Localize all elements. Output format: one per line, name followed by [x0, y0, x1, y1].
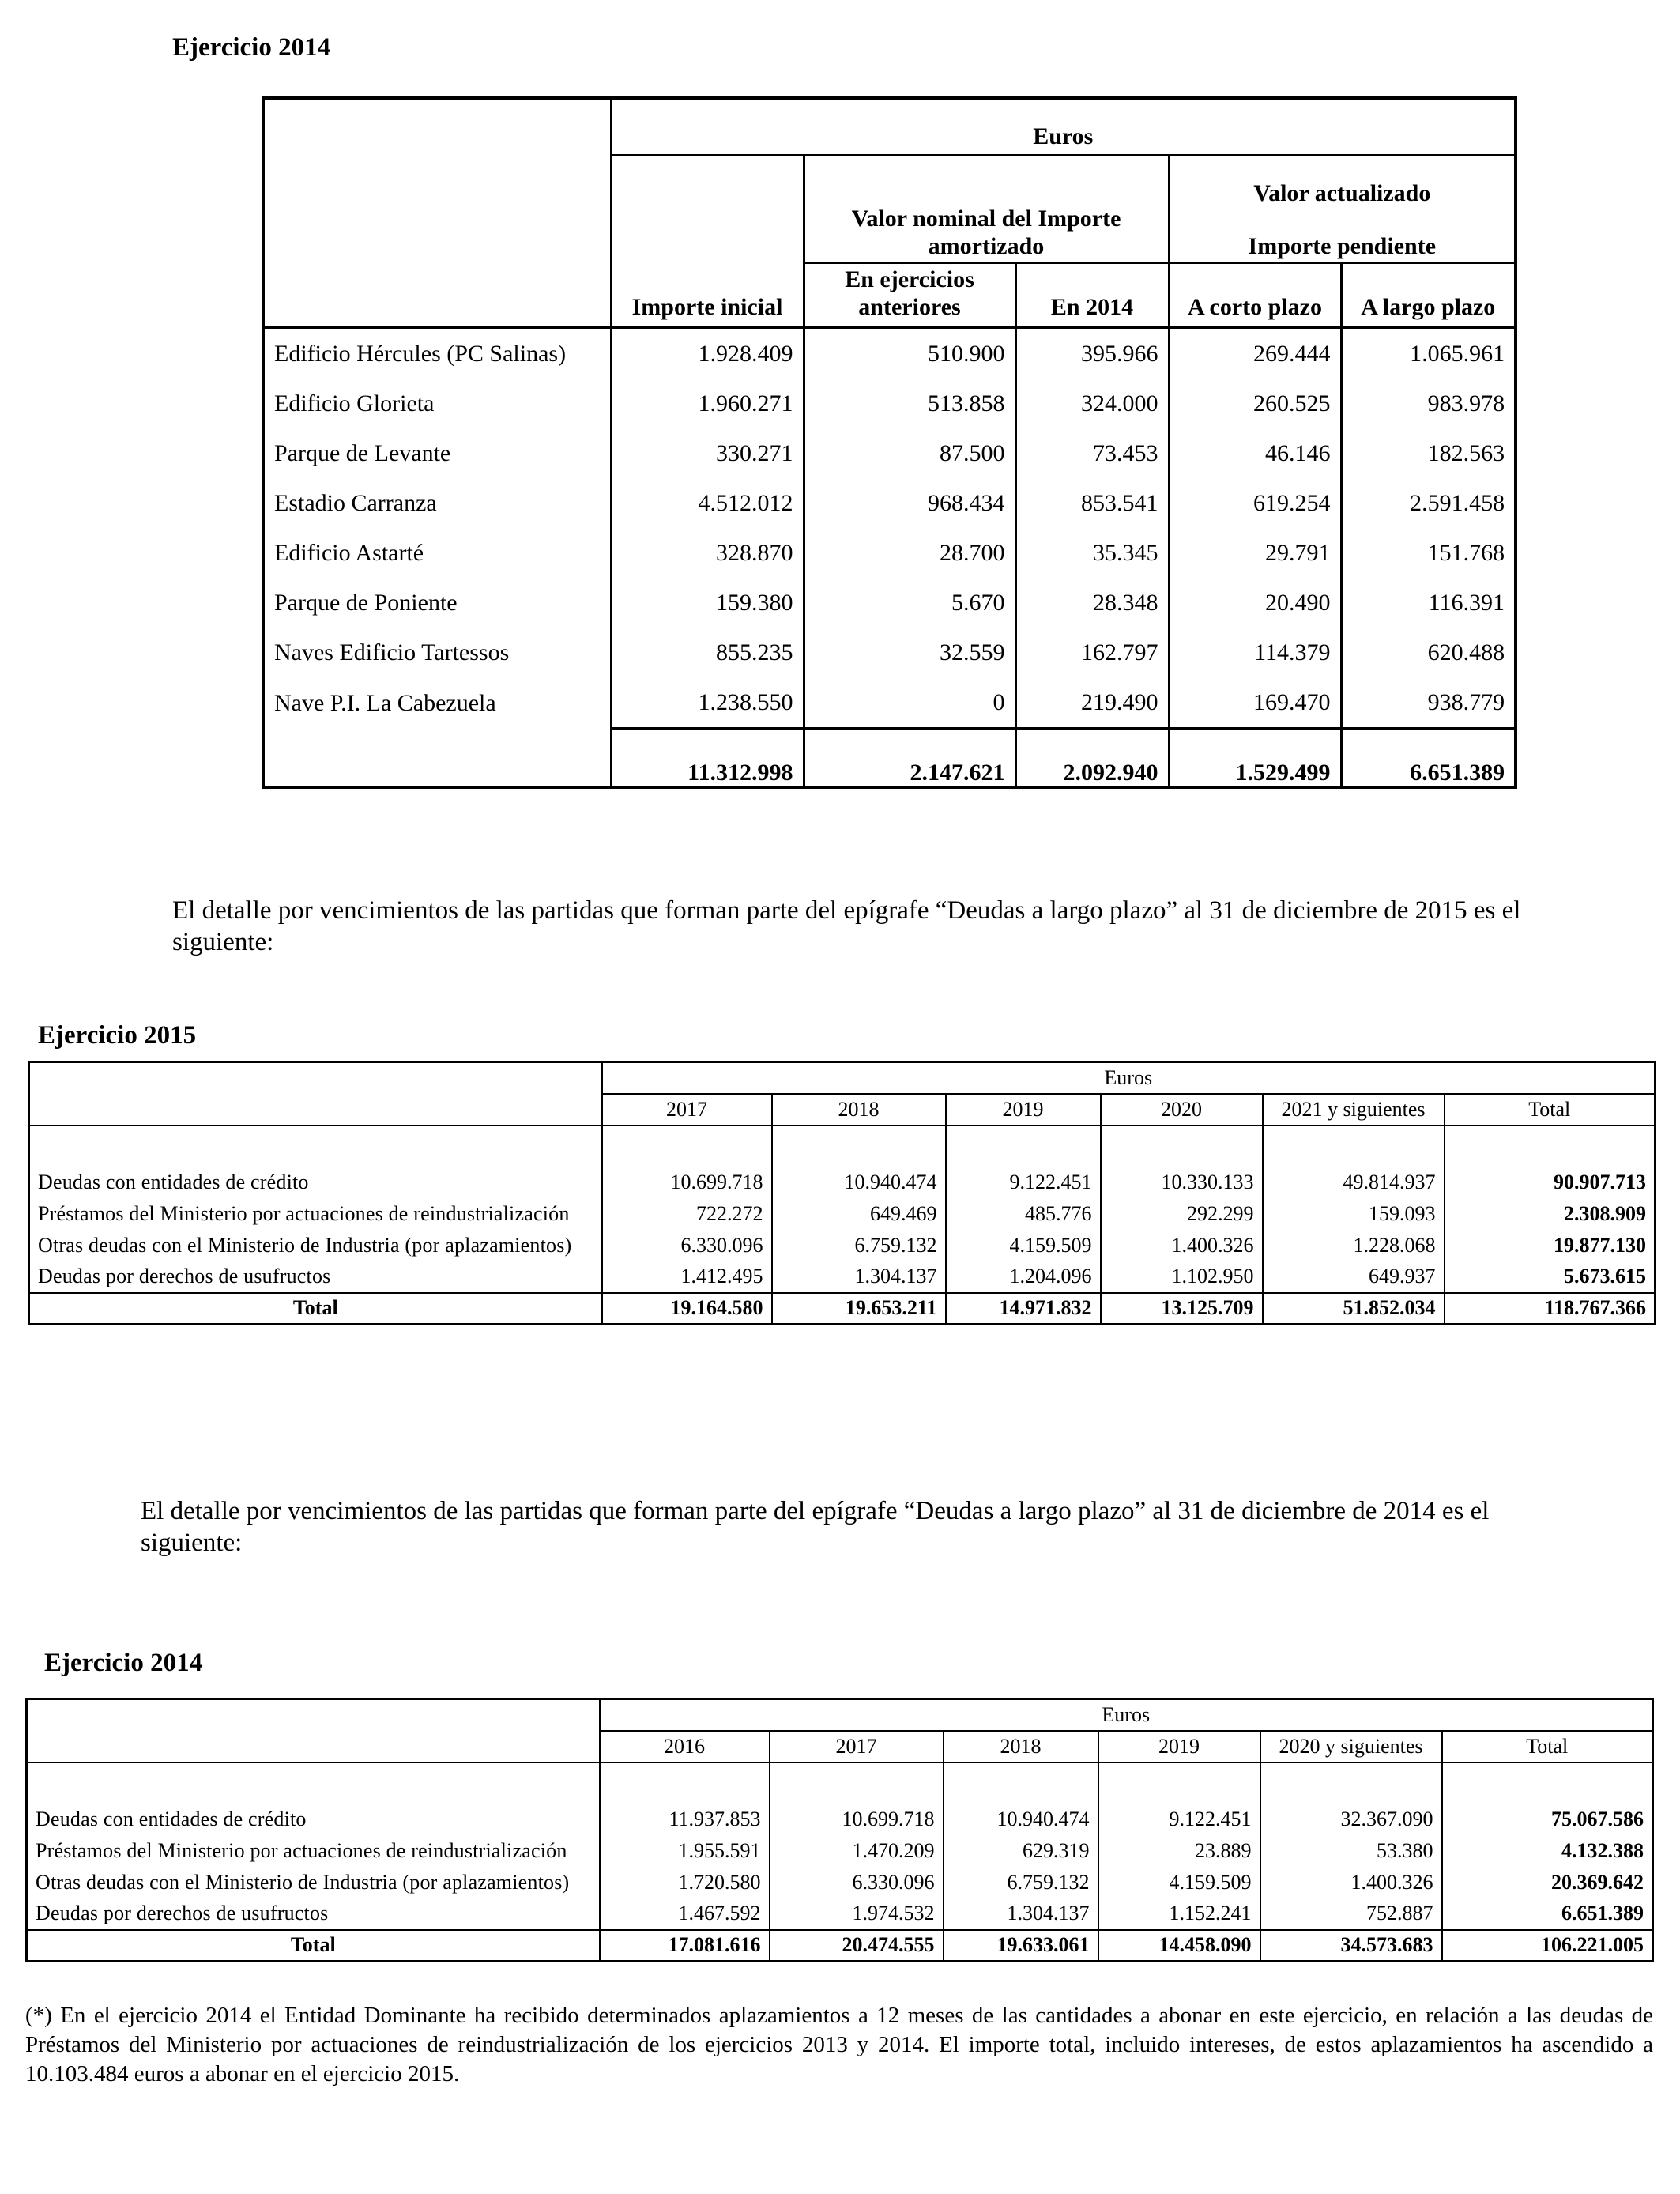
row-value: 4.132.388 [1442, 1835, 1653, 1867]
row-value: 292.299 [1101, 1198, 1263, 1230]
row-value: 10.699.718 [770, 1804, 944, 1835]
total-value: 14.458.090 [1098, 1930, 1260, 1962]
total-label: Total [29, 1293, 602, 1325]
row-value: 853.541 [1015, 478, 1169, 528]
table-2014-inmuebles [262, 96, 1517, 789]
table-row [263, 578, 1516, 628]
year-column-header: 2020 [1101, 1094, 1263, 1125]
row-value: 73.453 [1015, 428, 1169, 478]
row-value: 2.591.458 [1341, 478, 1516, 528]
row-value: 1.102.950 [1101, 1261, 1263, 1293]
col-2014: En 2014 [1015, 262, 1169, 327]
total-value: 118.767.366 [1445, 1293, 1656, 1325]
row-label: Edificio Glorieta [263, 379, 611, 428]
table-row [263, 628, 1516, 677]
total-row [29, 1293, 1656, 1325]
row-value: 629.319 [944, 1835, 1098, 1867]
row-label: Nave P.I. La Cabezuela [263, 677, 611, 729]
row-value: 182.563 [1341, 428, 1516, 478]
row-label: Deudas con entidades de crédito [36, 1807, 307, 1830]
row-value: 1.400.326 [1260, 1867, 1442, 1898]
col-anteriores: En ejercicios anteriores [804, 262, 1015, 327]
year-column-header: 2018 [944, 1731, 1098, 1762]
euros-header: Euros [611, 98, 1516, 155]
row-value: 5.673.615 [1445, 1261, 1656, 1293]
row-value: 1.304.137 [944, 1898, 1098, 1930]
year-column-header: 2017 [602, 1094, 772, 1125]
total-anteriores: 2.147.621 [804, 729, 1015, 787]
row-value: 10.940.474 [772, 1167, 946, 1198]
row-value: 1.960.271 [611, 379, 804, 428]
euros-header: Euros [600, 1699, 1653, 1731]
table-row [29, 1198, 1656, 1230]
table-2015-vencimientos [28, 1061, 1656, 1325]
year-column-header: Total [1445, 1094, 1656, 1125]
row-value: 649.937 [1263, 1261, 1445, 1293]
year-column-header: 2019 [1098, 1731, 1260, 1762]
row-value: 4.159.509 [946, 1230, 1101, 1261]
row-value: 169.470 [1169, 677, 1341, 729]
row-value: 1.238.550 [611, 677, 804, 729]
row-value: 10.330.133 [1101, 1167, 1263, 1198]
row-value: 1.955.591 [600, 1835, 770, 1867]
row-value: 260.525 [1169, 379, 1341, 428]
row-value: 162.797 [1015, 628, 1169, 677]
row-value: 649.469 [772, 1198, 946, 1230]
row-value: 75.067.586 [1442, 1804, 1653, 1835]
row-value: 513.858 [804, 379, 1015, 428]
row-value: 9.122.451 [1098, 1804, 1260, 1835]
row-value: 49.814.937 [1263, 1167, 1445, 1198]
row-value: 2.308.909 [1445, 1198, 1656, 1230]
total-largo: 6.651.389 [1341, 729, 1516, 787]
row-value: 1.928.409 [611, 327, 804, 379]
row-value: 4.159.509 [1098, 1867, 1260, 1898]
row-value: 159.093 [1263, 1198, 1445, 1230]
row-value: 620.488 [1341, 628, 1516, 677]
group-actualizado-header [1169, 155, 1516, 262]
row-value: 485.776 [946, 1198, 1101, 1230]
table-row [27, 1835, 1653, 1867]
row-value: 28.700 [804, 528, 1015, 578]
total-value: 106.221.005 [1442, 1930, 1653, 1962]
row-label: Edificio Hércules (PC Salinas) [263, 327, 611, 379]
row-value: 983.978 [1341, 379, 1516, 428]
row-value: 1.304.137 [772, 1261, 946, 1293]
year-column-header: 2016 [600, 1731, 770, 1762]
table-row [29, 1230, 1656, 1261]
row-value: 159.380 [611, 578, 804, 628]
row-value: 23.889 [1098, 1835, 1260, 1867]
row-value: 0 [804, 677, 1015, 729]
total-corto: 1.529.499 [1169, 729, 1341, 787]
row-value: 1.412.495 [602, 1261, 772, 1293]
total-value: 51.852.034 [1263, 1293, 1445, 1325]
row-value: 6.330.096 [602, 1230, 772, 1261]
total-2014: 2.092.940 [1015, 729, 1169, 787]
col-corto-plazo: A corto plazo [1169, 262, 1341, 327]
row-value: 752.887 [1260, 1898, 1442, 1930]
total-importe-inicial: 11.312.998 [611, 729, 804, 787]
total-value: 14.971.832 [946, 1293, 1101, 1325]
row-value: 116.391 [1341, 578, 1516, 628]
row-value: 87.500 [804, 428, 1015, 478]
row-label: Edificio Astarté [263, 528, 611, 578]
table-row [27, 1804, 1653, 1835]
row-value: 1.467.592 [600, 1898, 770, 1930]
row-label: Deudas por derechos de usufructos [38, 1265, 331, 1287]
total-value: 20.474.555 [770, 1930, 944, 1962]
col-importe-inicial: Importe inicial [611, 262, 804, 327]
row-value: 219.490 [1015, 677, 1169, 729]
row-value: 6.759.132 [944, 1867, 1098, 1898]
row-value: 10.699.718 [602, 1167, 772, 1198]
row-value: 269.444 [1169, 327, 1341, 379]
row-value: 32.367.090 [1260, 1804, 1442, 1835]
row-value: 510.900 [804, 327, 1015, 379]
year-column-header: 2020 y siguientes [1260, 1731, 1442, 1762]
paragraph-2014: El detalle por vencimientos de las partidas que forman parte del epígrafe “Deudas a largo plazo” al 31 de diciembre de 2014 es el siguiente: [141, 1497, 1490, 1557]
row-value: 29.791 [1169, 528, 1341, 578]
row-label: Préstamos del Ministerio por actuaciones de reindustrialización [38, 1201, 570, 1225]
table-row [263, 428, 1516, 478]
row-label: Naves Edificio Tartessos [263, 628, 611, 677]
group-nominal-header: Valor nominal del Importe amortizado [804, 155, 1169, 262]
year-column-header: Total [1442, 1731, 1653, 1762]
row-value: 968.434 [804, 478, 1015, 528]
row-value: 35.345 [1015, 528, 1169, 578]
row-value: 1.720.580 [600, 1867, 770, 1898]
table-row [263, 478, 1516, 528]
section1-heading: Ejercicio 2014 [172, 33, 331, 62]
row-label: Otras deudas con el Ministerio de Industria (por aplazamientos) [36, 1870, 570, 1894]
row-value: 28.348 [1015, 578, 1169, 628]
row-value: 395.966 [1015, 327, 1169, 379]
row-value: 6.651.389 [1442, 1898, 1653, 1930]
row-label: Estadio Carranza [263, 478, 611, 528]
row-value: 722.272 [602, 1198, 772, 1230]
section3-heading: Ejercicio 2014 [44, 1649, 203, 1677]
row-label: Deudas por derechos de usufructos [36, 1902, 329, 1924]
year-column-header: 2021 y siguientes [1263, 1094, 1445, 1125]
row-value: 9.122.451 [946, 1167, 1101, 1198]
total-value: 19.653.211 [772, 1293, 946, 1325]
table-row [29, 1261, 1656, 1293]
row-value: 328.870 [611, 528, 804, 578]
paragraph-2015: El detalle por vencimientos de las partidas que forman parte del epígrafe “Deudas a largo plazo” al 31 de diciembre de 2015 es el siguiente: [172, 896, 1521, 956]
row-value: 330.271 [611, 428, 804, 478]
total-label: Total [27, 1930, 600, 1962]
row-label: Deudas con entidades de crédito [38, 1170, 309, 1193]
row-value: 1.204.096 [946, 1261, 1101, 1293]
year-column-header: 2018 [772, 1094, 946, 1125]
row-label: Préstamos del Ministerio por actuaciones de reindustrialización [36, 1838, 567, 1862]
row-value: 114.379 [1169, 628, 1341, 677]
total-value: 19.164.580 [602, 1293, 772, 1325]
total-value: 13.125.709 [1101, 1293, 1263, 1325]
table-row [263, 677, 1516, 729]
row-value: 10.940.474 [944, 1804, 1098, 1835]
group-actualizado-sub: Importe pendiente [1248, 232, 1437, 259]
row-value: 6.759.132 [772, 1230, 946, 1261]
year-column-header: 2019 [946, 1094, 1101, 1125]
row-value: 53.380 [1260, 1835, 1442, 1867]
table-2014-vencimientos [25, 1698, 1654, 1962]
section2-heading: Ejercicio 2015 [38, 1021, 197, 1050]
row-value: 1.470.209 [770, 1835, 944, 1867]
footnote: (*) En el ejercicio 2014 el Entidad Dominante ha recibido determinados aplazamientos a 12 meses de las cantidades a abonar en este ejercicio, en relación a las deudas de Préstamos del Ministerio por actuaciones de reindustrialización de los ejercicios 2013 y 2014. El importe total, incluido intereses, de estos aplazamientos ha ascendido a 10.103.484 euros a abonar en el ejercicio 2015. [25, 2003, 1653, 2087]
row-value: 324.000 [1015, 379, 1169, 428]
col-largo-plazo: A largo plazo [1341, 262, 1516, 327]
row-value: 4.512.012 [611, 478, 804, 528]
row-value: 938.779 [1341, 677, 1516, 729]
row-label: Parque de Levante [263, 428, 611, 478]
total-row [27, 1930, 1653, 1962]
total-value: 17.081.616 [600, 1930, 770, 1962]
row-value: 90.907.713 [1445, 1167, 1656, 1198]
row-value: 6.330.096 [770, 1867, 944, 1898]
table-row [263, 379, 1516, 428]
row-value: 5.670 [804, 578, 1015, 628]
group-actualizado-top: Valor actualizado [1253, 179, 1431, 206]
row-value: 32.559 [804, 628, 1015, 677]
row-value: 151.768 [1341, 528, 1516, 578]
row-value: 1.228.068 [1263, 1230, 1445, 1261]
row-label: Otras deudas con el Ministerio de Industria (por aplazamientos) [38, 1233, 572, 1257]
row-value: 11.937.853 [600, 1804, 770, 1835]
row-value: 619.254 [1169, 478, 1341, 528]
row-value: 1.400.326 [1101, 1230, 1263, 1261]
year-column-header: 2017 [770, 1731, 944, 1762]
euros-header: Euros [602, 1062, 1656, 1094]
total-value: 34.573.683 [1260, 1930, 1442, 1962]
row-value: 20.490 [1169, 578, 1341, 628]
table-row [27, 1898, 1653, 1930]
row-value: 855.235 [611, 628, 804, 677]
row-value: 20.369.642 [1442, 1867, 1653, 1898]
table-row [263, 528, 1516, 578]
table-row [263, 327, 1516, 379]
table-row [29, 1167, 1656, 1198]
table-row [27, 1867, 1653, 1898]
row-value: 1.065.961 [1341, 327, 1516, 379]
row-label: Parque de Poniente [263, 578, 611, 628]
total-value: 19.633.061 [944, 1930, 1098, 1962]
row-value: 46.146 [1169, 428, 1341, 478]
row-value: 1.974.532 [770, 1898, 944, 1930]
row-value: 1.152.241 [1098, 1898, 1260, 1930]
row-value: 19.877.130 [1445, 1230, 1656, 1261]
